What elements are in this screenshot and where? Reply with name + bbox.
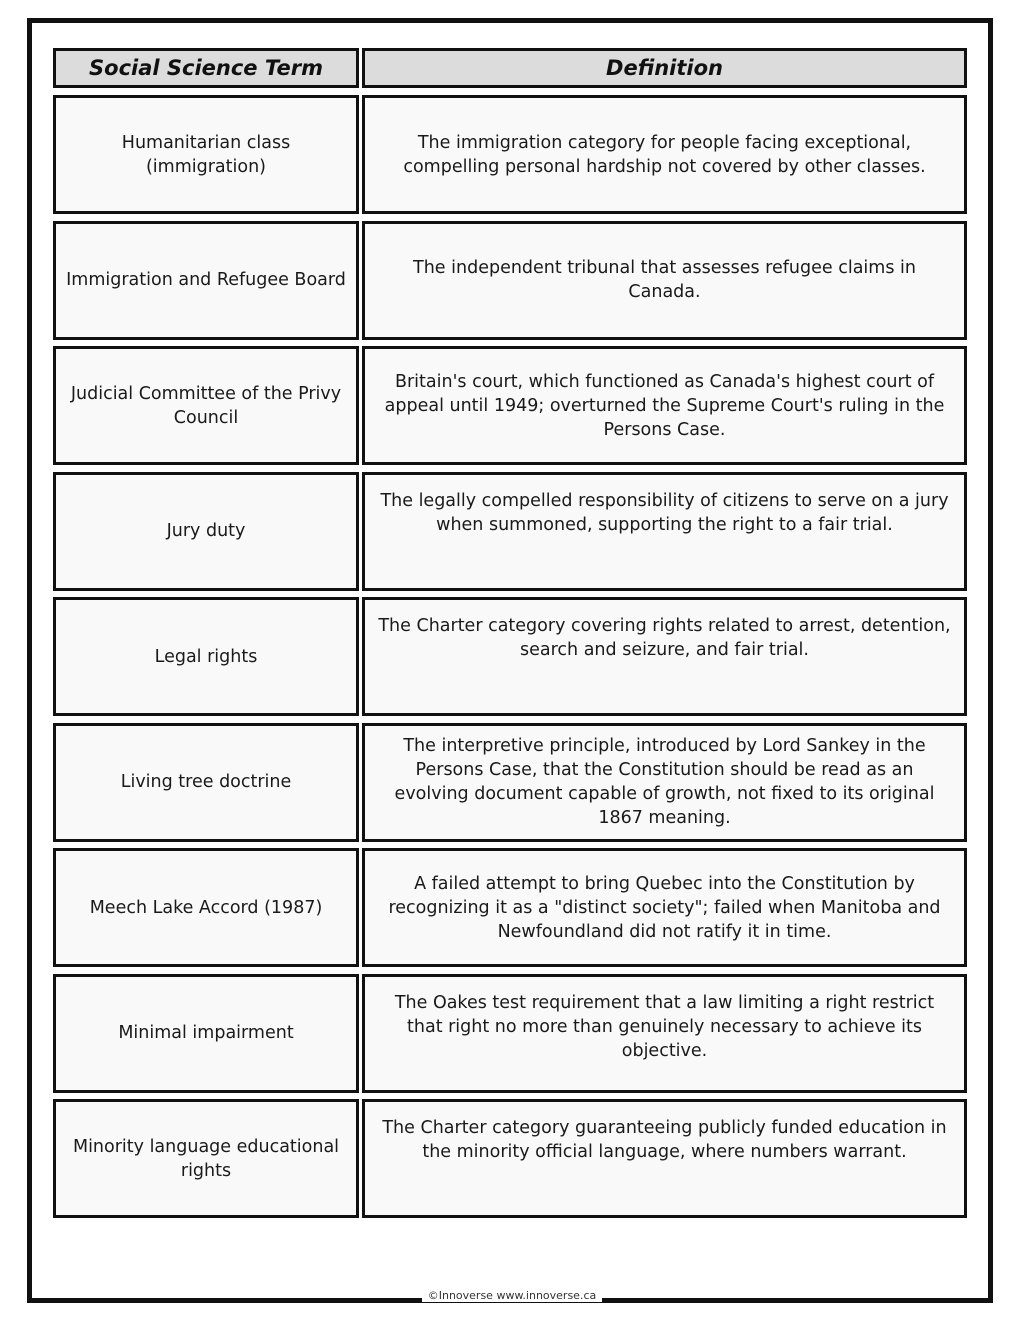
term-cell: Immigration and Refugee Board: [53, 221, 359, 340]
term-cell: Minimal impairment: [53, 974, 359, 1093]
footer-copyright: ©Innoverse www.innoverse.ca: [422, 1289, 603, 1302]
definition-cell: The Oakes test requirement that a law limiting a right restrict that right no more than genuinely necessary to achieve its objective.: [362, 974, 967, 1093]
header-definition: Definition: [362, 48, 967, 88]
table-row: [53, 472, 967, 591]
table-header: [53, 48, 967, 88]
definition-cell: The interpretive principle, introduced by Lord Sankey in the Persons Case, that the Constitution should be read as an evolving document capable of growth, not fixed to its original 1867 meaning.: [362, 723, 967, 842]
table-row: [53, 597, 967, 716]
term-cell: Judicial Committee of the Privy Council: [53, 346, 359, 465]
table-row: [53, 974, 967, 1093]
definition-cell: The immigration category for people facing exceptional, compelling personal hardship not covered by other classes.: [362, 95, 967, 214]
glossary-table: [53, 95, 967, 1225]
term-cell: Jury duty: [53, 472, 359, 591]
table-row: [53, 95, 967, 214]
table-row: [53, 1099, 967, 1218]
definition-cell: The Charter category covering rights related to arrest, detention, search and seizure, and fair trial.: [362, 597, 967, 716]
definition-cell: Britain's court, which functioned as Canada's highest court of appeal until 1949; overturned the Supreme Court's ruling in the Persons Case.: [362, 346, 967, 465]
definition-cell: A failed attempt to bring Quebec into the Constitution by recognizing it as a "distinct society"; failed when Manitoba and Newfoundland did not ratify it in time.: [362, 848, 967, 967]
definition-cell: The Charter category guaranteeing publicly funded education in the minority official language, where numbers warrant.: [362, 1099, 967, 1218]
term-cell: Humanitarian class (immigration): [53, 95, 359, 214]
table-row: [53, 848, 967, 967]
footer: [0, 1289, 1024, 1302]
definition-cell: The legally compelled responsibility of citizens to serve on a jury when summoned, supporting the right to a fair trial.: [362, 472, 967, 591]
table-row: [53, 221, 967, 340]
table-row: [53, 723, 967, 842]
header-term: Social Science Term: [53, 48, 359, 88]
definition-cell: The independent tribunal that assesses refugee claims in Canada.: [362, 221, 967, 340]
term-cell: Meech Lake Accord (1987): [53, 848, 359, 967]
term-cell: Living tree doctrine: [53, 723, 359, 842]
term-cell: Minority language educational rights: [53, 1099, 359, 1218]
term-cell: Legal rights: [53, 597, 359, 716]
table-row: [53, 346, 967, 465]
